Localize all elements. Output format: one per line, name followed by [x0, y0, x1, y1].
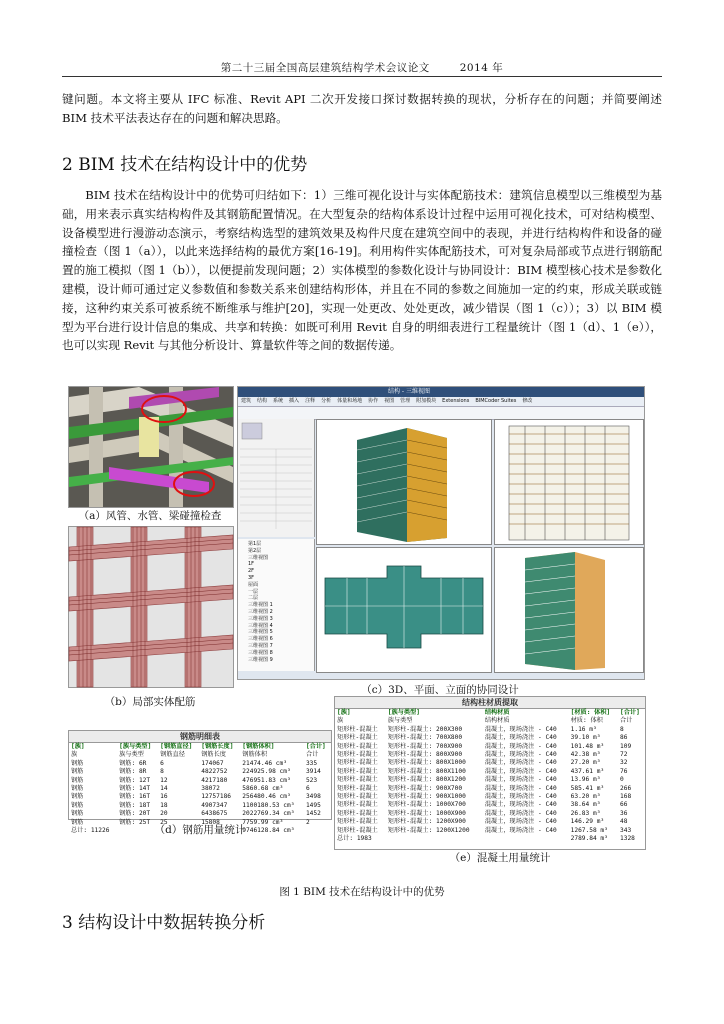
table-cell: 矩形柱-混凝土: 1000X900: [387, 809, 466, 817]
tower-render: [495, 548, 643, 672]
table-row: [335, 835, 645, 843]
table-cell: 8: [160, 768, 164, 776]
table-cell: 26.83 m³: [570, 809, 601, 817]
table-cell: [材质: 体积]: [570, 709, 611, 716]
browser-item[interactable]: 1F: [248, 561, 255, 568]
table-row: [69, 793, 331, 801]
table-cell: 矩形柱-混凝土: 700X800: [387, 734, 463, 742]
browser-item[interactable]: 三维视图 8: [248, 649, 273, 656]
table-cell: 钢筋: [71, 801, 84, 809]
concrete-table-title: 结构柱材质提取: [335, 697, 645, 709]
browser-item[interactable]: 三维视图 9: [248, 656, 273, 663]
table-cell: 矩形柱-混凝土: [337, 809, 378, 817]
view-3d-secondary: [494, 547, 644, 673]
table-cell: 钢筋: 25T: [119, 818, 151, 826]
table-cell: 矩形柱-混凝土: [337, 776, 378, 784]
table-cell: 3498: [305, 793, 321, 801]
table-cell: 1328: [620, 835, 635, 843]
revit-tab[interactable]: 协作: [368, 398, 379, 404]
browser-item[interactable]: 三维视图 2: [248, 608, 273, 615]
elevation-render: [495, 420, 643, 544]
browser-item[interactable]: 一层: [248, 588, 259, 595]
revit-tab[interactable]: 分析: [321, 398, 332, 404]
table-row: [69, 743, 331, 751]
intro-paragraph: 键问题。本文将主要从 IFC 标准、Revit API 二次开发接口探讨数据转换的现状，分析存在的问题；并简要阐述 BIM 技术平法表达存在的问题和解决思路。: [62, 92, 662, 125]
table-cell: 0: [620, 776, 624, 784]
section-2-body: BIM 技术在结构设计中的优势可归结如下：1）三维可视化设计与实体配筋技术：建筑信息模型以三维模型为基础，用来表示真实结构构件及其钢筋配置情况。在大型复杂的结构体系设计过程中运用可视化技术，可对结构模型、设备模型进行漫游动态演示，考察结构选型的建筑效果及构件尺度在建筑空间中的表现，并进行结构构件和设备的碰撞检查（图 1（a）），以此来选择结构的最优方案[16-19]。利用构件实体配筋技术，可对复杂局部或节点进行钢筋配置的施工模拟（图 1（b）），以便提前发现问题；2）实体模型的参数化设计与协同设计：BIM 模型核心技术是参数化建模，设计师可通过定义参数值和参数关系来创建结构形体，并且在不同的参数之间施加一定的约束，形成关联或链接，这种约束关系可被系统不断维承与维护[20]，实现一处更改、处处更改，减少错误（图 1（c））；3）以 BIM 模型为平台进行设计信息的集成、共享和转换：如既可利用 Revit 自身的明细表进行工程量统计（图 1（d）、1（e）），也可以实现 Revit 与其他分析设计、算量软件等之间的数据传递。: [62, 188, 662, 353]
figure-e-concrete-schedule: [334, 696, 646, 850]
table-cell: 9746128.84 cm³: [242, 827, 295, 835]
building-3d-render: [317, 420, 491, 544]
table-cell: 6438675: [201, 810, 228, 818]
browser-item[interactable]: 三维视图 3: [248, 615, 273, 622]
table-cell: 矩形柱-混凝土: 1200X1200: [387, 826, 470, 834]
caption-b: （b）局部实体配筋: [104, 696, 196, 708]
table-cell: 12757186: [201, 793, 232, 801]
table-cell: 族与类型: [119, 751, 144, 759]
caption-a: （a）风管、水管、梁碰撞检查: [78, 510, 222, 522]
table-row: [69, 768, 331, 776]
table-cell: 矩形柱-混凝土: 800X1000: [387, 759, 466, 767]
table-cell: 混凝土，现场浇注 - C40: [484, 759, 557, 767]
table-row: [69, 751, 331, 759]
table-cell: 矩形柱-混凝土: 800X1200: [387, 776, 466, 784]
table-cell: [304, 827, 331, 835]
table-cell: [钢筋直径]: [160, 743, 193, 750]
table-cell: 523: [305, 776, 318, 784]
table-cell: 钢筋体积: [242, 751, 268, 759]
table-cell: 矩形柱-混凝土: [337, 759, 378, 767]
table-row: [335, 818, 645, 826]
table-cell: 总计: 1983: [337, 835, 372, 843]
browser-item[interactable]: 屋面: [248, 581, 259, 588]
table-cell: 25: [160, 818, 168, 826]
table-cell: 18: [160, 801, 168, 809]
revit-tab[interactable]: 管理: [400, 398, 411, 404]
table-cell: 结构材质: [484, 717, 510, 725]
revit-tab[interactable]: 系统: [273, 398, 284, 404]
view-elevation: [494, 419, 644, 545]
table-cell: 72: [620, 751, 628, 759]
table-cell: 266: [620, 784, 632, 792]
revit-tab[interactable]: 附加模块: [416, 398, 437, 404]
table-cell: [族与类型]: [387, 709, 420, 716]
table-row: [335, 827, 645, 835]
browser-item[interactable]: 三维视图 1: [248, 602, 273, 609]
table-cell: 混凝土，现场浇注 - C40: [484, 725, 557, 733]
table-cell: 8: [620, 725, 624, 733]
table-cell: 钢筋: [71, 759, 84, 767]
header-year: 2014 年: [459, 62, 504, 74]
table-cell: 矩形柱-混凝土: 800X900: [387, 751, 463, 759]
table-cell: 6: [160, 759, 164, 767]
table-cell: [483, 835, 569, 843]
table-cell: 343: [620, 826, 632, 834]
table-cell: 矩形柱-混凝土: 700X900: [387, 742, 463, 750]
table-cell: 15808: [201, 818, 220, 826]
browser-item[interactable]: 2F: [248, 568, 255, 575]
table-cell: 1.16 m³: [570, 725, 597, 733]
table-cell: [族]: [337, 709, 351, 716]
table-cell: 合计: [620, 717, 633, 725]
table-row: [335, 734, 645, 742]
table-cell: 矩形柱-混凝土: [337, 734, 378, 742]
table-cell: 族: [71, 751, 78, 759]
table-cell: 2022769.34 cm³: [242, 810, 295, 818]
table-cell: [386, 835, 483, 843]
table-row: [335, 726, 645, 734]
table-cell: 1100180.53 cm³: [242, 801, 295, 809]
browser-item[interactable]: 三维视图 6: [248, 636, 273, 643]
collision-render: [69, 387, 233, 507]
table-cell: 钢筋直径: [160, 751, 185, 759]
browser-item[interactable]: 三维视图: [248, 554, 269, 561]
table-cell: 13.96 m³: [570, 776, 601, 784]
revit-tab[interactable]: 注释: [305, 398, 316, 404]
header-rule: [62, 76, 662, 77]
table-cell: 4907347: [201, 801, 228, 809]
table-cell: 钢筋: [71, 810, 84, 818]
view-3d: [316, 419, 492, 545]
table-cell: 矩形柱-混凝土: 900X700: [387, 784, 463, 792]
table-cell: 钢筋: [71, 785, 84, 793]
table-cell: 335: [305, 759, 318, 767]
table-cell: 总计: 11226: [71, 827, 110, 835]
table-cell: 钢筋: [71, 776, 84, 784]
table-cell: 48: [620, 818, 628, 826]
table-cell: 矩形柱-混凝土: 200X300: [387, 725, 463, 733]
figure-caption: 图 1 BIM 技术在结构设计中的优势: [279, 886, 445, 898]
table-cell: 38.64 m³: [570, 801, 601, 809]
table-cell: 4822752: [201, 768, 228, 776]
revit-tab[interactable]: 修改: [522, 398, 533, 404]
concrete-table: [335, 709, 645, 844]
revit-tab[interactable]: 结构: [257, 398, 268, 404]
table-row: [335, 785, 645, 793]
table-cell: 矩形柱-混凝土: [337, 793, 378, 801]
table-cell: 钢筋: 12T: [119, 776, 151, 784]
table-cell: 42.38 m³: [570, 751, 601, 759]
figure-c-revit-window: [237, 386, 645, 680]
table-cell: 结构材质: [484, 709, 510, 716]
table-cell: 矩形柱-混凝土: 1000X700: [387, 801, 466, 809]
table-cell: 224925.98 cm³: [242, 768, 291, 776]
table-cell: 矩形柱-混凝土: 1200X900: [387, 818, 466, 826]
caption-c: （c）3D、平面、立面的协同设计: [361, 684, 519, 696]
table-cell: 混凝土，现场浇注 - C40: [484, 826, 557, 834]
table-cell: 2789.84 m³: [570, 835, 608, 843]
table-cell: 混凝土，现场浇注 - C40: [484, 784, 557, 792]
table-cell: [族与类型]: [119, 743, 152, 750]
table-cell: 混凝土，现场浇注 - C40: [484, 734, 557, 742]
table-cell: 矩形柱-混凝土: [337, 818, 378, 826]
table-cell: 混凝土，现场浇注 - C40: [484, 793, 557, 801]
table-cell: 14: [160, 785, 168, 793]
table-cell: 钢筋: 20T: [119, 810, 151, 818]
revit-ribbon-tabs: [238, 397, 644, 407]
table-cell: 钢筋: [71, 793, 84, 801]
table-cell: [钢筋体积]: [242, 743, 275, 750]
table-cell: 256480.46 cm³: [242, 793, 291, 801]
caption-d: （d）钢筋用量统计: [154, 824, 246, 836]
table-cell: 437.61 m³: [570, 767, 605, 775]
running-header: [0, 60, 724, 75]
table-cell: 材质: 体积: [570, 717, 603, 725]
table-cell: 族: [337, 717, 344, 725]
table-row: [69, 810, 331, 818]
table-cell: 1495: [305, 801, 321, 809]
table-cell: 矩形柱-混凝土: [337, 826, 378, 834]
table-cell: 101.48 m³: [570, 742, 605, 750]
table-cell: 5860.68 cm³: [242, 785, 284, 793]
table-cell: [族]: [71, 743, 85, 750]
table-cell: 钢筋: 6R: [119, 759, 147, 767]
table-cell: 146.29 m³: [570, 818, 605, 826]
table-cell: 20: [160, 810, 168, 818]
table-cell: [合计]: [305, 743, 326, 750]
properties-grid: [238, 419, 314, 537]
table-row: [335, 776, 645, 784]
table-cell: 钢筋: [71, 818, 84, 826]
table-cell: 476951.83 cm³: [242, 776, 291, 784]
table-cell: 钢筋: 18T: [119, 801, 151, 809]
caption-e: （e）混凝土用量统计: [449, 852, 551, 864]
rebar-table-title: 钢筋明细表: [69, 731, 331, 743]
table-cell: 12: [160, 776, 168, 784]
table-row: [69, 760, 331, 768]
table-row: [335, 768, 645, 776]
table-cell: 矩形柱-混凝土: 800X1100: [387, 767, 466, 775]
table-cell: 矩形柱-混凝土: [337, 801, 378, 809]
table-cell: 3914: [305, 768, 321, 776]
header-title: 第二十三届全国高层建筑结构学术会议论文: [220, 62, 430, 74]
section-2-heading: 2 BIM 技术在结构设计中的优势: [62, 155, 308, 175]
project-browser: [238, 539, 315, 671]
revit-tab[interactable]: 建筑: [241, 398, 252, 404]
browser-item[interactable]: 第1层: [248, 541, 262, 547]
table-cell: 矩形柱-混凝土: 900X1000: [387, 793, 466, 801]
table-cell: 16: [160, 793, 168, 801]
table-cell: 钢筋: 14T: [119, 785, 151, 793]
table-row: [335, 743, 645, 751]
table-cell: 36: [620, 809, 628, 817]
table-cell: 7759.99 cm³: [242, 818, 284, 826]
table-cell: 矩形柱-混凝土: [337, 784, 378, 792]
table-cell: 76: [620, 767, 628, 775]
table-cell: 矩形柱-混凝土: [337, 742, 378, 750]
browser-item[interactable]: 3F: [248, 574, 255, 581]
table-cell: [合计]: [620, 709, 640, 716]
table-cell: 66: [620, 801, 628, 809]
table-row: [335, 801, 645, 809]
table-cell: 38072: [201, 785, 220, 793]
table-row: [69, 802, 331, 810]
table-cell: 32: [620, 759, 628, 767]
browser-item[interactable]: 二层: [248, 595, 259, 602]
table-cell: 矩形柱-混凝土: [337, 725, 378, 733]
table-cell: 585.41 m³: [570, 784, 605, 792]
table-cell: 27.20 m³: [570, 759, 601, 767]
table-cell: 钢筋长度: [201, 751, 226, 759]
table-cell: 168: [620, 793, 632, 801]
table-cell: 86: [620, 734, 628, 742]
revit-title-bar: 结构 - 三维视图: [238, 387, 644, 397]
table-cell: 钢筋: 8R: [119, 768, 147, 776]
figure-a-collision-check: [68, 386, 234, 508]
table-cell: 4217180: [201, 776, 228, 784]
table-cell: 钢筋: [71, 768, 84, 776]
table-cell: 1452: [305, 810, 321, 818]
revit-tab[interactable]: 插入: [289, 398, 300, 404]
table-cell: 174067: [201, 759, 224, 767]
browser-item[interactable]: 三维视图 7: [248, 642, 273, 649]
plan-render: [317, 548, 491, 672]
table-cell: 21474.46 cm³: [242, 759, 287, 767]
section-3-heading: 3 结构设计中数据转换分析: [62, 913, 266, 933]
table-cell: 矩形柱-混凝土: [337, 751, 378, 759]
table-cell: 6: [305, 785, 310, 793]
table-cell: 1267.58 m³: [570, 826, 608, 834]
table-cell: [钢筋长度]: [201, 743, 234, 750]
table-row: [69, 777, 331, 785]
table-row: [69, 785, 331, 793]
table-cell: 族与类型: [387, 717, 413, 725]
revit-tab[interactable]: Extensions: [442, 398, 470, 404]
table-cell: 矩形柱-混凝土: [337, 767, 378, 775]
browser-item[interactable]: 三维视图 5: [248, 629, 273, 636]
figure-b-rebar: [68, 526, 234, 688]
table-cell: 混凝土，现场浇注 - C40: [484, 809, 557, 817]
revit-tab[interactable]: BIMCoder Suites: [475, 398, 517, 404]
view-plan: [316, 547, 492, 673]
rebar-render: [69, 527, 233, 687]
table-cell: 合计: [305, 751, 319, 759]
table-cell: 混凝土，现场浇注 - C40: [484, 776, 557, 784]
table-cell: 2: [305, 818, 310, 826]
table-cell: 钢筋: 16T: [119, 793, 151, 801]
revit-tab[interactable]: 视图: [384, 398, 395, 404]
browser-item[interactable]: 三维视图 4: [248, 622, 273, 629]
table-cell: 混凝土，现场浇注 - C40: [484, 742, 557, 750]
table-cell: 混凝土，现场浇注 - C40: [484, 801, 557, 809]
browser-item[interactable]: 第2层: [248, 547, 262, 554]
table-cell: 混凝土，现场浇注 - C40: [484, 767, 557, 775]
table-row: [335, 759, 645, 767]
properties-panel: [238, 419, 315, 537]
table-cell: 109: [620, 742, 632, 750]
table-cell: 63.20 m³: [570, 793, 601, 801]
table-cell: 39.10 m³: [570, 734, 601, 742]
table-row: [335, 717, 645, 725]
table-cell: 混凝土，现场浇注 - C40: [484, 818, 557, 826]
table-cell: 混凝土，现场浇注 - C40: [484, 751, 557, 759]
revit-tab[interactable]: 体量和场地: [337, 398, 363, 404]
